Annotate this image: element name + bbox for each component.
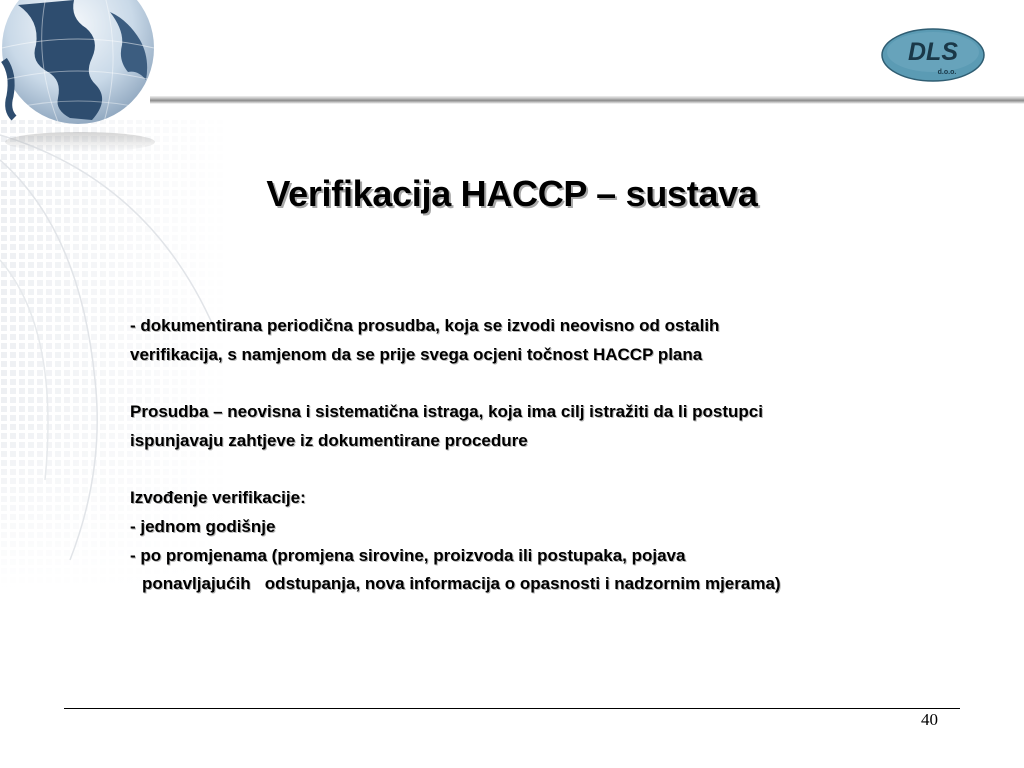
paragraph-1-line-2: verifikacija, s namjenom da se prije svega ocjeni točnost HACCP plana <box>130 344 703 364</box>
spacer <box>130 455 950 484</box>
slide-title: Verifikacija HACCP – sustava <box>266 173 758 214</box>
page-number: 40 <box>921 710 938 729</box>
verification-item-changes-line-2: ponavljajućih odstupanja, nova informacija o opasnosti i nadzornim mjerama) <box>142 574 781 594</box>
globe-icon <box>0 0 175 155</box>
logo-sub-text: d.o.o. <box>937 69 957 76</box>
logo-main-text: DLS <box>908 38 958 66</box>
paragraph-1-line-1: - dokumentirana periodična prosudba, koja se izvodi neovisno od ostalih <box>130 316 720 335</box>
footer-divider <box>64 708 960 709</box>
company-logo <box>880 27 986 83</box>
verification-item-annual: - jednom godišnje <box>130 516 276 536</box>
spacer <box>130 369 950 398</box>
header-divider-bar <box>150 96 1024 104</box>
verification-item-changes-line-1: - po promjenama (promjena sirovine, proizvoda ili postupaka, pojava <box>130 545 686 565</box>
paragraph-2-line-2: ispunjavaju zahtjeve iz dokumentirane procedure <box>130 430 528 450</box>
slide-body <box>130 312 950 599</box>
paragraph-2-line-1: Prosudba – neovisna i sistematična istraga, koja ima cilj istražiti da li postupci <box>130 402 763 422</box>
verification-heading: Izvođenje verifikacije: <box>130 488 306 508</box>
